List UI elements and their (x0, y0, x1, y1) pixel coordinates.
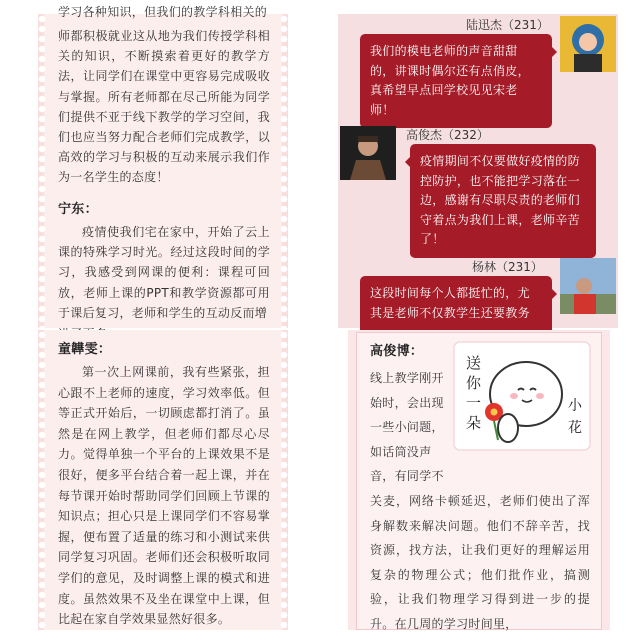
narrow-line: 如话筒没声 (370, 444, 432, 459)
paragraph-tongweiwen: 第一次上网课前，我有些紧张，担心跟不上老师的速度，学习效率低。但等正式开始后，一切顾虑都打消了。虽然是在网上教学，但老师们都尽心尽力。觉得单独一个平台的上课效果不是很好，便多平台结合着一起上课，并在每节课开始时帮助同学们回顾上节课的知识点；担心只是上课同学们不容易掌握，便布置了适量的练习和小测试来供同学复习巩固。老师们还会积极听取同学们的意见，及时调整上课的模式和进度。虽然效果不及坐在课堂中上课，但比起在家自学效果显然好很多。 (58, 365, 270, 627)
chat-name-2: 高俊杰（232） (406, 128, 489, 142)
narrow-line: 音，有同学不 (370, 469, 444, 483)
chat-name-1: 陆迅杰（231） (466, 18, 549, 32)
text-card-top-left (38, 5, 288, 328)
chat-bubble-2: 疫情期间不仅要做好疫情的防控防护，也不能把学习落在一边，感谢有尽职尽责的老师们守着点为我们上课，老师辛苦了！ (410, 144, 596, 258)
svg-text:一: 一 (466, 394, 482, 412)
narrow-line: 始时，会出现 (370, 395, 444, 410)
svg-text:小: 小 (568, 398, 582, 414)
chat-bubble-1: 我们的模电老师的声音甜甜的，讲课时偶尔还有点俏皮，真希望早点回学校见见宋老师！ (360, 34, 552, 128)
student-name-ningdong: 宁东： (58, 202, 98, 217)
svg-text:朵: 朵 (466, 414, 482, 432)
narrow-line: 一些小问题， (370, 420, 444, 434)
svg-text:花: 花 (568, 420, 582, 436)
cut-line-top: 学习各种知识，但我们的教学科相关的 (58, 5, 268, 19)
svg-text:你: 你 (466, 374, 482, 392)
chat-name-3: 杨林（231） (472, 260, 543, 274)
avatar-man-portrait (340, 126, 396, 180)
narrow-line: 线上教学刚开 (370, 371, 444, 385)
student-name-tongweiwen: 童韡雯： (58, 342, 112, 357)
student-name-gaojunbo: 高俊博： (370, 344, 424, 359)
avatar-outdoor (560, 258, 616, 314)
narrow-lines (370, 366, 460, 489)
chat-card (338, 14, 618, 328)
avatar-blue-hair (560, 16, 616, 72)
paragraph-gaojunbo: 关麦，网络卡顿延迟，老师们使出了浑身解数来解决问题。他们不辞辛苦，找资源，找方法，让我们更好的理解运用复杂的物理公式；他们批作业，搞测验，让我们物理学习得到进一步的提升。在几周的学习时间里， (370, 494, 590, 631)
svg-text:送: 送 (466, 354, 482, 372)
paragraph-ningdong: 疫情使我们宅在家中，开始了云上课的特殊学习时光。经过这段时间的学习，我感受到网课的便利：课程可回放，老师上课的PPT和教学资源都可用于课后复习，老师和学生的互动反而增 (58, 225, 270, 320)
text-card-bottom-left (38, 330, 288, 630)
chat-bubble-3: 这段时间每个人都挺忙的，尤其是老师不仅教学生还要教务 (360, 276, 552, 340)
text-card-bottom-right (348, 330, 610, 630)
flower-sticker (452, 340, 592, 452)
paragraph-1: 师都积极就业这从地为我们传授学科相关的知识，不断摸索着更好的教学方法，让同学们在课堂中更容易完成吸收与掌握。所有老师都在尽己所能为同学们提供不亚于线下教学的学习空间，我们也应当努力配合老师们完成教学，以高效的学习与积极的互动来展示我们作为一名学生的态度！ (58, 29, 270, 185)
